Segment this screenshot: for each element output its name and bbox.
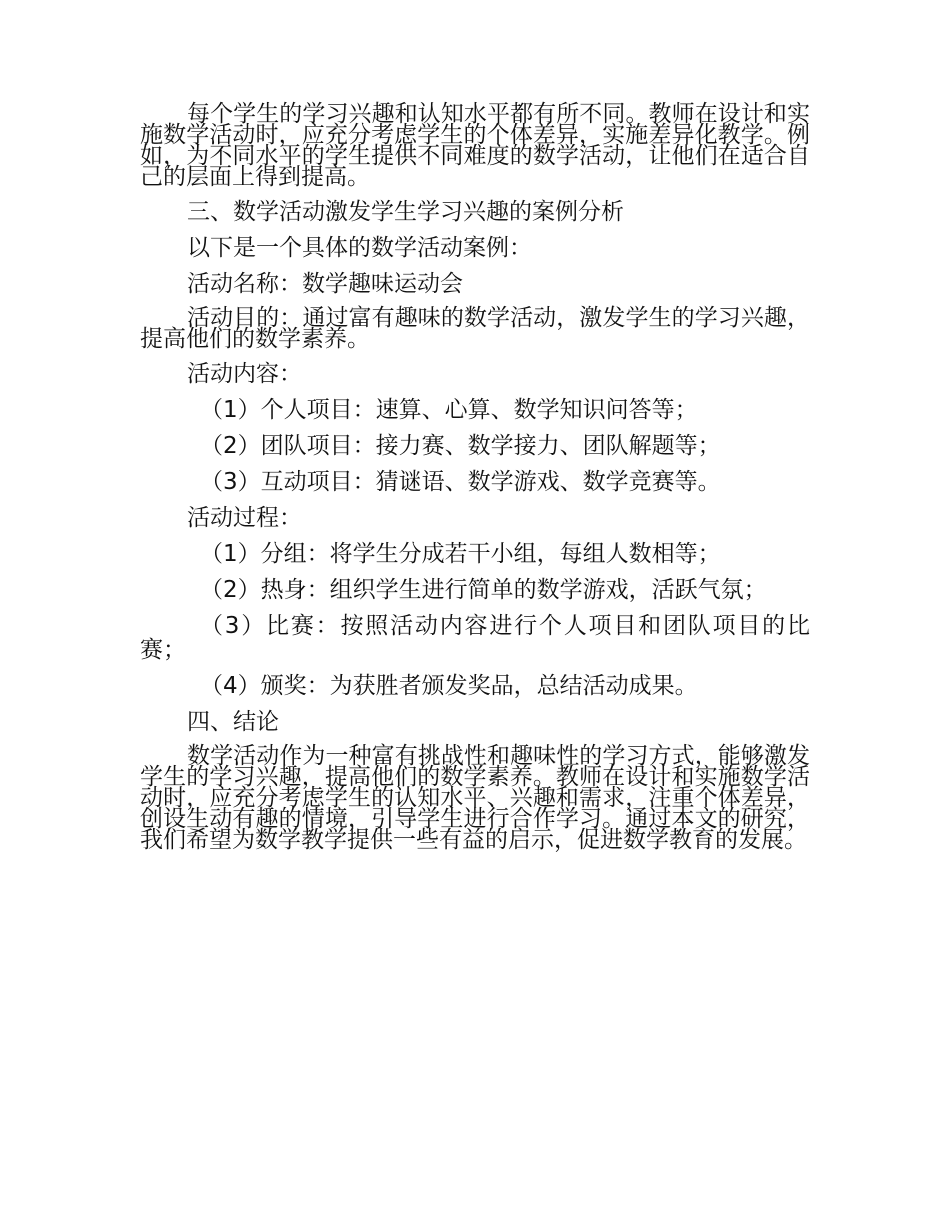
section-heading-conclusion: 四、结论 [187,709,279,735]
paragraph-case-intro: 以下是一个具体的数学活动案例： [187,235,532,261]
activity-content-label: 活动内容： [187,361,302,387]
activity-name: 活动名称：数学趣味运动会 [187,271,463,297]
activity-process-item: （1）分组：将学生分成若干小组，每组人数相等； [200,541,721,567]
activity-content-item: （2）团队项目：接力赛、数学接力、团队解题等； [200,433,721,459]
section-heading-case-analysis: 三、数学活动激发学生学习兴趣的案例分析 [187,199,624,225]
paragraph-differentiated-teaching: 每个学生的学习兴趣和认知水平都有所不同。教师在设计和实施数学活动时，应充分考虑学生的个体差异，实施差异化教学。例如，为不同水平的学生提供不同难度的数学活动，让他们在适合自己的层面上得到提高。 [140,101,810,190]
activity-purpose: 活动目的：通过富有趣味的数学活动，激发学生的学习兴趣，提高他们的数学素养。 [140,305,810,352]
activity-process-item: （4）颁奖：为获胜者颁发奖品，总结活动成果。 [200,673,698,699]
activity-content-item: （1）个人项目：速算、心算、数学知识问答等； [200,397,698,423]
activity-process-label: 活动过程： [187,505,302,531]
document-body [140,101,810,863]
activity-content-item: （3）互动项目：猜谜语、数学游戏、数学竞赛等。 [200,469,721,495]
activity-process-item: （2）热身：组织学生进行简单的数学游戏，活跃气氛； [200,577,767,603]
activity-process-item: （3）比赛：按照活动内容进行个人项目和团队项目的比赛； [140,613,810,663]
paragraph-conclusion: 数学活动作为一种富有挑战性和趣味性的学习方式，能够激发学生的学习兴趣，提高他们的数学素养。教师在设计和实施数学活动时，应充分考虑学生的认知水平、兴趣和需求，注重个体差异，创设生动有趣的情境，引导学生进行合作学习。通过本文的研究，我们希望为数学教学提供一些有益的启示，促进数学教育的发展。 [140,743,810,853]
